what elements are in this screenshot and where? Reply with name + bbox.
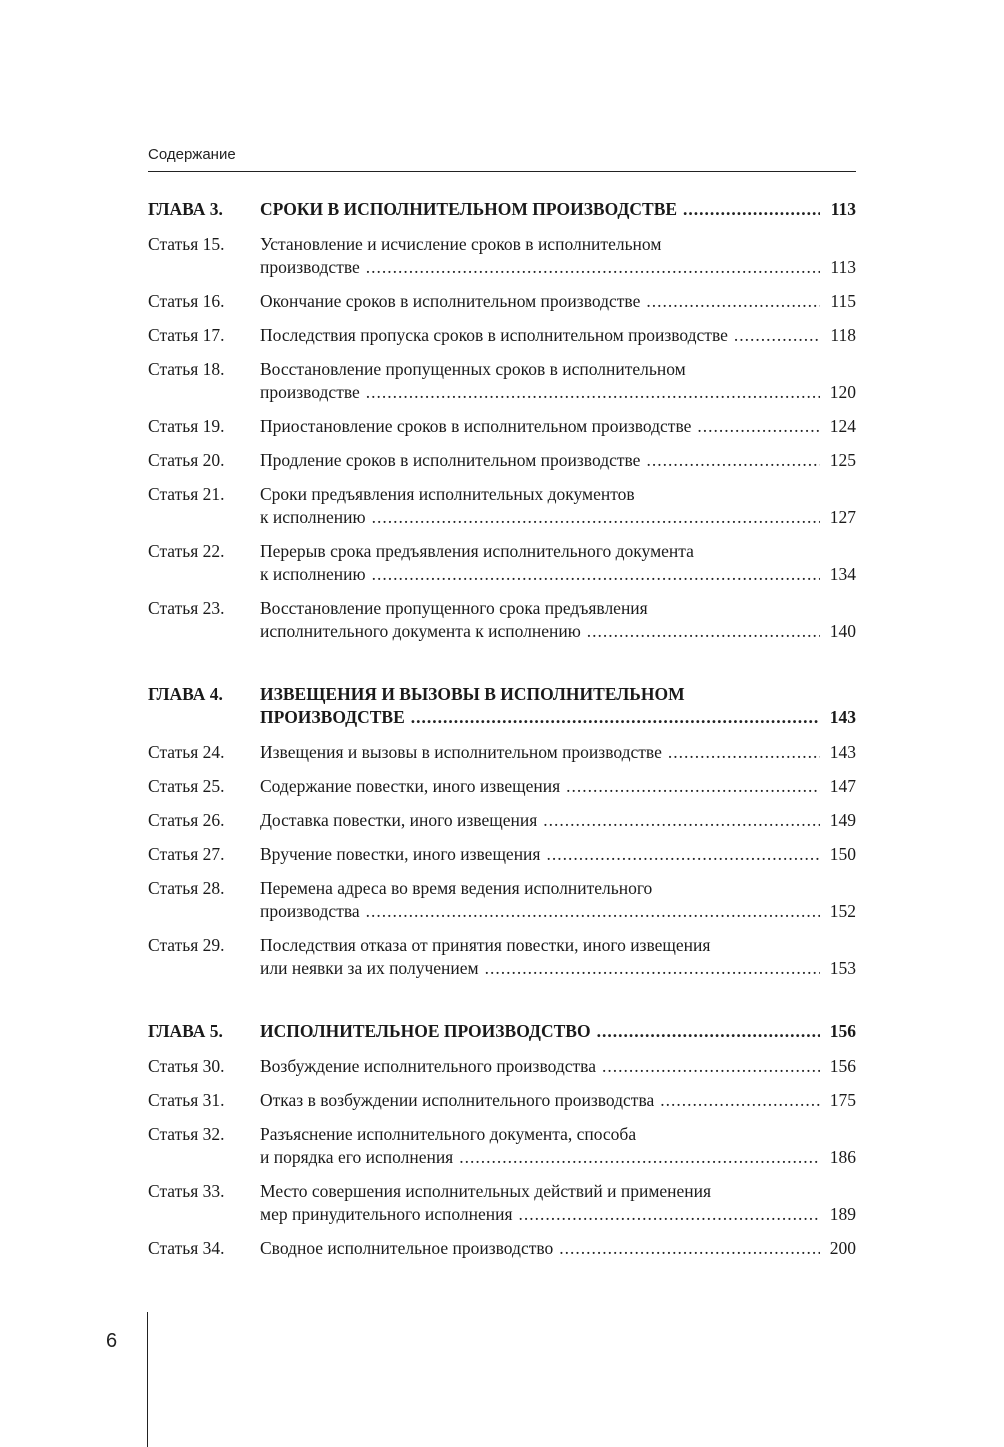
toc-entry[interactable] (148, 540, 856, 586)
article-title: Сводное исполнительное производство (260, 1238, 554, 1258)
toc-entry[interactable] (148, 1089, 856, 1112)
article-page-number: 186 (829, 1147, 856, 1167)
article-page-number: 134 (829, 564, 856, 584)
article-label: Статья 31. (148, 1090, 225, 1110)
article-page-number: 147 (829, 776, 856, 796)
article-page-number: 143 (829, 742, 856, 762)
toc-entry[interactable] (148, 775, 856, 798)
article-title: и порядка его исполнения (260, 1147, 454, 1167)
leader-dots (566, 775, 820, 798)
article-label: Статья 32. (148, 1124, 225, 1144)
page-number: 6 (106, 1330, 118, 1352)
article-title-line: Перерыв срока предъявления исполнительного документа (260, 541, 694, 561)
article-title: к исполнению (260, 564, 366, 584)
leader-dots (366, 256, 820, 279)
article-label: Статья 25. (148, 776, 225, 796)
article-page-number: 153 (829, 958, 856, 978)
toc-entry[interactable] (148, 1180, 856, 1226)
leader-dots (660, 1089, 820, 1112)
article-page-number: 149 (829, 810, 856, 830)
article-title-line: Перемена адреса во время ведения исполнительного (260, 878, 653, 898)
article-title: Приостановление сроков в исполнительном производстве (260, 416, 692, 436)
margin-rule (147, 1312, 148, 1447)
article-title-line: Установление и исчисление сроков в исполнительном (260, 234, 662, 254)
chapter-title-line: ИЗВЕЩЕНИЯ И ВЫЗОВЫ В ИСПОЛНИТЕЛЬНОМ (260, 684, 685, 704)
chapter-label: ГЛАВА 5. (148, 1021, 223, 1041)
leader-dots (587, 620, 820, 643)
leader-dots (734, 324, 820, 347)
article-title-line: Сроки предъявления исполнительных документов (260, 484, 635, 504)
leader-dots (668, 741, 820, 764)
leader-dots (519, 1203, 820, 1226)
running-header (148, 143, 856, 172)
chapter-label: ГЛАВА 4. (148, 684, 223, 704)
toc-entry[interactable] (148, 843, 856, 866)
article-title: производстве (260, 257, 360, 277)
running-header-title: Содержание (148, 146, 236, 163)
article-title-line: Место совершения исполнительных действий и применения (260, 1181, 712, 1201)
article-page-number: 156 (829, 1056, 856, 1076)
toc-chapter (148, 683, 856, 980)
toc-entry[interactable] (148, 1237, 856, 1260)
leader-dots (411, 706, 820, 729)
article-page-number: 120 (829, 382, 856, 402)
leader-dots (485, 957, 820, 980)
article-label: Статья 34. (148, 1238, 225, 1258)
article-title: Извещения и вызовы в исполнительном производстве (260, 742, 662, 762)
chapter-page-number: 143 (829, 707, 856, 727)
toc-entry[interactable] (148, 1123, 856, 1169)
chapter-page-number: 113 (830, 199, 856, 219)
article-label: Статья 20. (148, 450, 225, 470)
toc-entry[interactable] (148, 415, 856, 438)
article-title: Продление сроков в исполнительном производстве (260, 450, 641, 470)
article-page-number: 152 (829, 901, 856, 921)
article-label: Статья 21. (148, 484, 225, 504)
article-label: Статья 24. (148, 742, 225, 762)
article-title: или неявки за их получением (260, 958, 479, 978)
article-label: Статья 22. (148, 541, 225, 561)
article-label: Статья 16. (148, 291, 225, 311)
toc-entry[interactable] (148, 741, 856, 764)
leader-dots (366, 900, 820, 923)
leader-dots (372, 563, 820, 586)
leader-dots (646, 290, 820, 313)
chapter-title: ПРОИЗВОДСТВЕ (260, 707, 405, 727)
article-page-number: 113 (830, 257, 856, 277)
article-label: Статья 17. (148, 325, 225, 345)
article-page-number: 140 (829, 621, 856, 641)
toc-entry[interactable] (148, 597, 856, 643)
article-label: Статья 29. (148, 935, 225, 955)
article-title: производства (260, 901, 360, 921)
leader-dots (459, 1146, 820, 1169)
toc-entry[interactable] (148, 233, 856, 279)
article-page-number: 150 (829, 844, 856, 864)
leader-dots (646, 449, 820, 472)
chapter-title: СРОКИ В ИСПОЛНИТЕЛЬНОМ ПРОИЗВОДСТВЕ (260, 199, 678, 219)
leader-dots (559, 1237, 820, 1260)
article-label: Статья 23. (148, 598, 225, 618)
toc-entry[interactable] (148, 483, 856, 529)
article-page-number: 127 (829, 507, 856, 527)
table-of-contents (148, 198, 856, 1271)
chapter-page-number: 156 (829, 1021, 856, 1041)
toc-entry[interactable] (148, 877, 856, 923)
toc-entry[interactable] (148, 358, 856, 404)
toc-chapter (148, 198, 856, 643)
article-label: Статья 26. (148, 810, 225, 830)
toc-entry[interactable] (148, 324, 856, 347)
article-page-number: 125 (829, 450, 856, 470)
article-title: мер принудительного исполнения (260, 1204, 513, 1224)
article-page-number: 189 (829, 1204, 856, 1224)
toc-entry[interactable] (148, 449, 856, 472)
chapter-label: ГЛАВА 3. (148, 199, 223, 219)
toc-chapter (148, 1020, 856, 1260)
toc-entry[interactable] (148, 934, 856, 980)
leader-dots (372, 506, 820, 529)
article-title-line: Восстановление пропущенных сроков в исполнительном (260, 359, 686, 379)
article-label: Статья 18. (148, 359, 225, 379)
leader-dots (597, 1020, 820, 1043)
article-page-number: 115 (830, 291, 856, 311)
article-title: Возбуждение исполнительного производства (260, 1056, 596, 1076)
article-page-number: 124 (829, 416, 856, 436)
leader-dots (697, 415, 820, 438)
leader-dots (683, 198, 820, 221)
leader-dots (546, 843, 820, 866)
article-title: исполнительного документа к исполнению (260, 621, 581, 641)
article-title: Содержание повестки, иного извещения (260, 776, 561, 796)
leader-dots (543, 809, 820, 832)
toc-entry[interactable] (148, 809, 856, 832)
article-page-number: 175 (829, 1090, 856, 1110)
chapter-title: ИСПОЛНИТЕЛЬНОЕ ПРОИЗВОДСТВО (260, 1021, 591, 1041)
chapter-heading[interactable] (148, 1020, 856, 1043)
leader-dots (602, 1055, 820, 1078)
toc-entry[interactable] (148, 1055, 856, 1078)
article-title: Последствия пропуска сроков в исполнительном производстве (260, 325, 728, 345)
article-title-line: Разъяснение исполнительного документа, способа (260, 1124, 637, 1144)
leader-dots (366, 381, 820, 404)
article-title: к исполнению (260, 507, 366, 527)
article-page-number: 200 (829, 1238, 856, 1258)
article-title-line: Последствия отказа от принятия повестки, иного извещения (260, 935, 711, 955)
chapter-heading[interactable] (148, 683, 856, 729)
article-title: производстве (260, 382, 360, 402)
article-title: Окончание сроков в исполнительном производстве (260, 291, 641, 311)
article-title: Вручение повестки, иного извещения (260, 844, 541, 864)
chapter-heading[interactable] (148, 198, 856, 221)
article-label: Статья 28. (148, 878, 225, 898)
article-title: Доставка повестки, иного извещения (260, 810, 538, 830)
article-label: Статья 30. (148, 1056, 225, 1076)
article-title-line: Восстановление пропущенного срока предъявления (260, 598, 648, 618)
toc-entry[interactable] (148, 290, 856, 313)
article-page-number: 118 (830, 325, 856, 345)
article-label: Статья 27. (148, 844, 225, 864)
article-label: Статья 33. (148, 1181, 225, 1201)
article-label: Статья 19. (148, 416, 225, 436)
article-label: Статья 15. (148, 234, 225, 254)
article-title: Отказ в возбуждении исполнительного производства (260, 1090, 655, 1110)
